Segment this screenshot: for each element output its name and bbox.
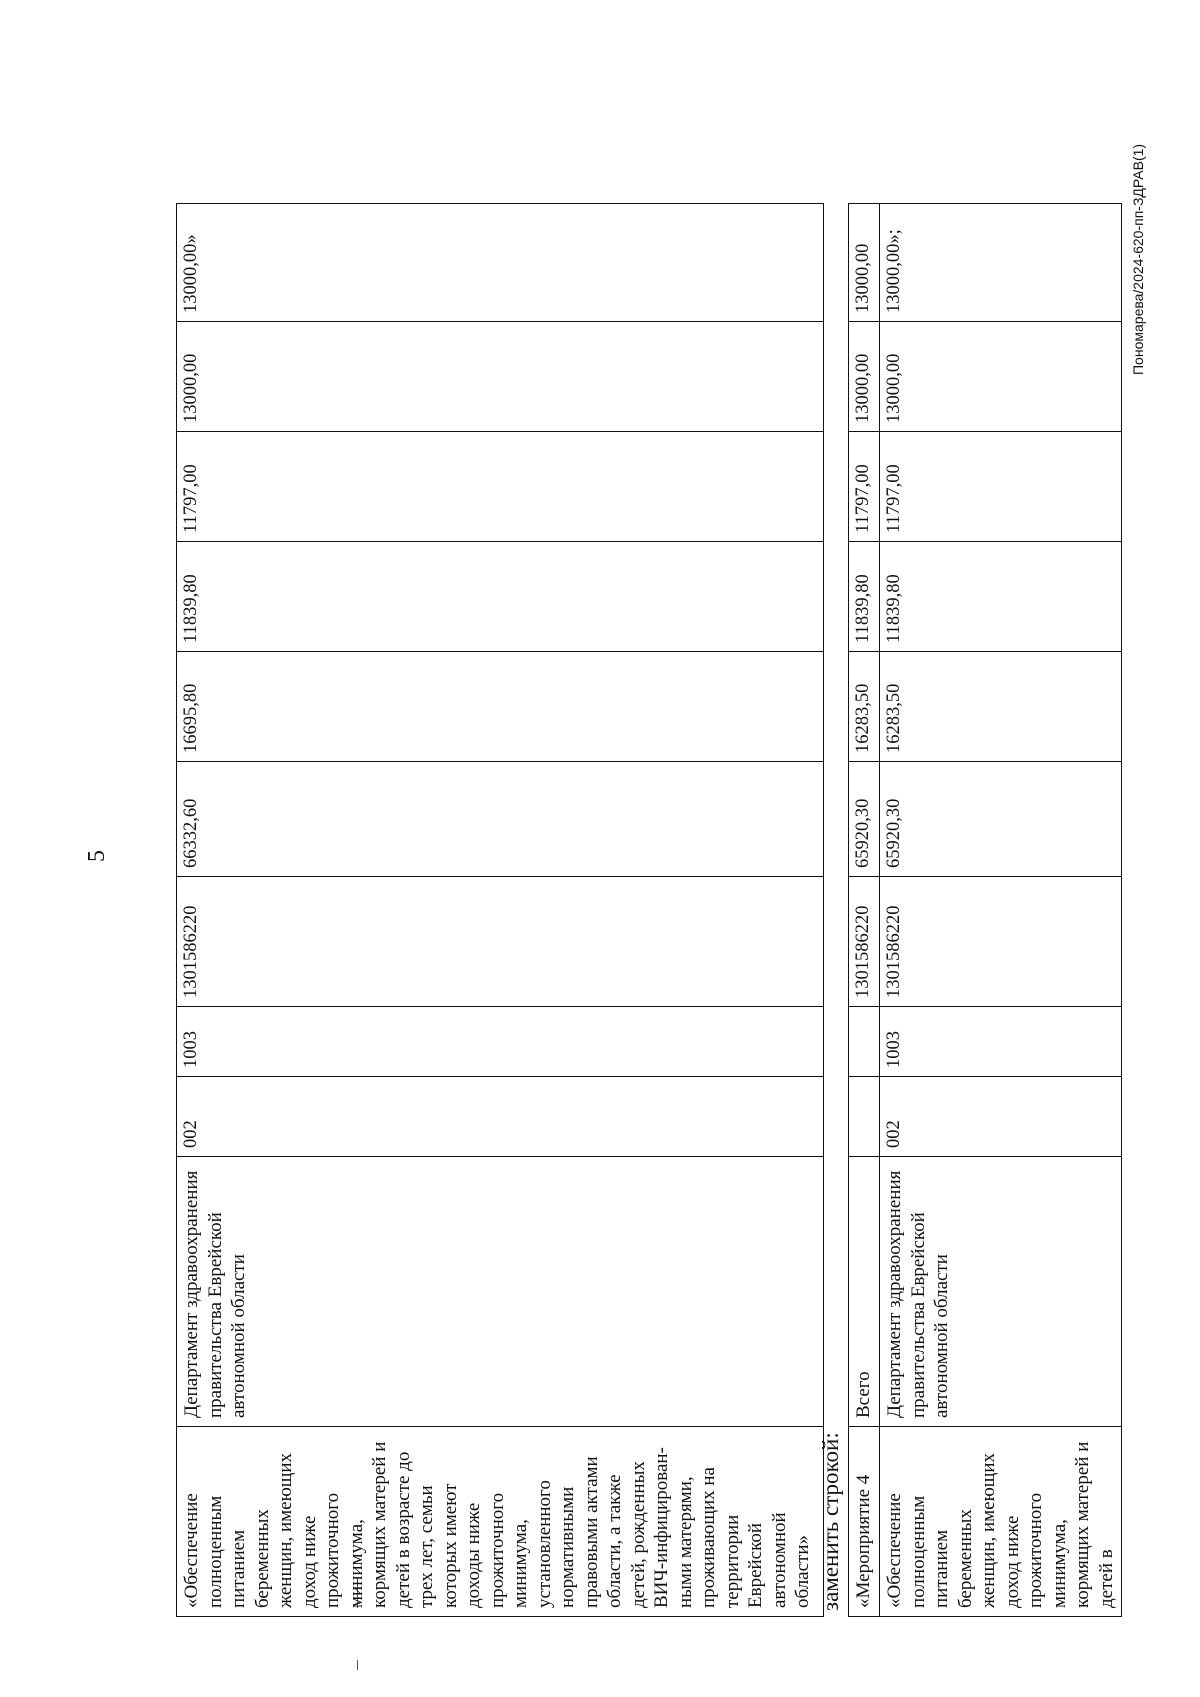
table-row (849, 204, 880, 1617)
cell-year-3: 11797,00 (177, 432, 824, 542)
table-row (880, 204, 1122, 1617)
cell-grbs: 002 (177, 1077, 824, 1157)
cell-total: 66332,60 (177, 762, 824, 877)
cell-year-1: 16695,80 (177, 652, 824, 762)
cell-executor: Всего (849, 1157, 880, 1427)
cell-year-1: 16283,50 (880, 652, 1122, 762)
table-replacement-rows (848, 203, 1122, 1617)
cell-rzpr (849, 1007, 880, 1077)
cell-year-4: 13000,00 (880, 322, 1122, 432)
cell-year-5: 13000,00 (849, 204, 880, 322)
cell-csr: 1301586220 (177, 877, 824, 1007)
table-original-row (176, 203, 824, 1617)
cell-year-2: 11839,80 (177, 542, 824, 652)
cell-executor: Департамент здравоохранения правительства Еврейской автономной области (880, 1157, 1122, 1427)
cell-total: 65920,30 (880, 762, 1122, 877)
table-row (177, 204, 824, 1617)
cell-year-2: 11839,80 (849, 542, 880, 652)
cell-year-5: 13000,00» (177, 204, 824, 322)
cell-rzpr: 1003 (177, 1007, 824, 1077)
cell-csr: 1301586220 (849, 877, 880, 1007)
footer-document-id: Пономарева/2024-620-пп-ЗДРАВ(1) (1130, 143, 1146, 375)
cell-year-4: 13000,00 (849, 322, 880, 432)
cell-year-2: 11839,80 (880, 542, 1122, 652)
cell-name: «Мероприятие 4 (849, 1427, 880, 1617)
replace-instruction: заменить строкой: (818, 1432, 843, 1611)
cell-year-5: 13000,00»; (880, 204, 1122, 322)
cell-year-3: 11797,00 (849, 432, 880, 542)
cell-csr: 1301586220 (880, 877, 1122, 1007)
page-number: 5 (84, 850, 110, 862)
cell-rzpr: 1003 (880, 1007, 1122, 1077)
cell-total: 65920,30 (849, 762, 880, 877)
cell-year-3: 11797,00 (880, 432, 1122, 542)
cell-name: «Обеспечение полноценным питанием беременных женщин, имеющих доход ниже прожиточного минимума, кормящих матерей и детей в (880, 1427, 1122, 1617)
cell-year-4: 13000,00 (177, 322, 824, 432)
cell-name: «Обеспечение полноценным питанием беременных женщин, имеющих доход ниже прожиточного минимума, кормящих матерей и детей в возрасте до трех лет, семьи которых имеют доходы ниже прожиточного минимума, установленного нормативными правовыми актами области, а также детей, рожденных ВИЧ-инфицирован-ными матерями, проживающих на территории Еврейской автономной области» (177, 1427, 824, 1617)
cell-grbs (849, 1077, 880, 1157)
cell-grbs: 002 (880, 1077, 1122, 1157)
cell-executor: Департамент здравоохранения правительства Еврейской автономной области (177, 1157, 824, 1427)
cell-year-1: 16283,50 (849, 652, 880, 762)
